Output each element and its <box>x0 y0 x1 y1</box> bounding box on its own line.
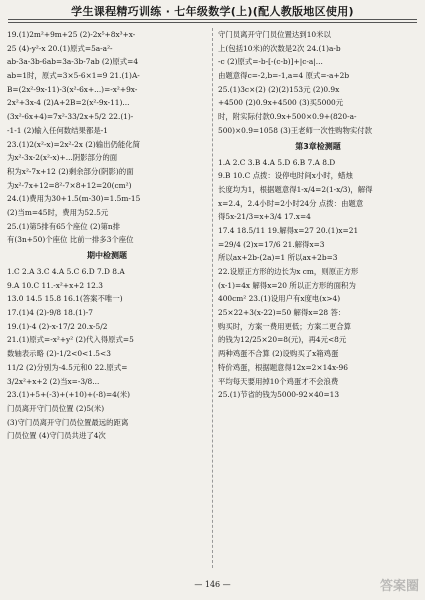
answer-line: 所以ax+2b-(2a)=1 所以ax+2b=3 <box>218 253 338 263</box>
answer-line: 为x²-3x-2(x²-x)+...阴影部分的面 <box>7 153 118 163</box>
answer-line: 由题意得c=-2,b=-1,a=4 原式=-a+2b <box>218 71 350 81</box>
page-header: 学生课程精巧训练 · 七年级数学(上)(配人教版地区使用) <box>71 5 354 18</box>
answer-line: 23.(1)+5+(-3)+(+10)+(-8)=4(米) <box>7 390 131 400</box>
answer-line: 400cm² 23.(1)设用户有x度电(x>4) <box>218 294 341 304</box>
answer-line: 25.(1)第5排有65个座位 (2)第n排 <box>7 221 121 231</box>
answer-line: ab=1时，原式=3×5-6×1=9 21.(1)A- <box>7 71 140 81</box>
answer-line: ab-3a-3b-6ab=3a-3b-7ab (2)原式=4 <box>7 57 139 67</box>
answer-line: 长度均为1，根据题意得1-x/4=2(1-x/3)，解得 <box>218 184 373 194</box>
answer-line: 平均每天要用掉10个鸡蛋才不会浪费 <box>218 376 339 386</box>
answer-line: 25.(1)3c×(2) (2)(2)153元 (2)0.9x <box>218 84 340 94</box>
answer-line: 为x²-7x+12=8²-7×8+12=20(cm²) <box>7 180 132 190</box>
section-title-midterm: 期中检测题 <box>87 251 127 260</box>
answer-line: 购买时，方案一费用更低；方案二更合算 <box>218 321 352 331</box>
answer-line: 9.A 10.C 11.-x²+x+2 12.3 <box>7 280 103 290</box>
answer-line: =29/4 (2)x=17/6 21.解得x=3 <box>218 239 325 249</box>
page-number: — 146 — <box>194 580 231 589</box>
answer-line: 11/2 (2)分别为-4.5元和0 22.原式= <box>7 362 128 372</box>
answer-line: 两种鸡蛋不合算 (2)设购买了x箱鸡蛋 <box>218 349 339 359</box>
answer-line: 时，附实际付款0.9x+500×0.9+(820-a- <box>218 112 357 122</box>
answer-line: 得5x-21/3=x+3/4 17.x=4 <box>218 212 311 222</box>
answer-line: 22.设原正方形的边长为x cm，则原正方形 <box>218 267 359 276</box>
right-column <box>218 28 418 402</box>
header-rule-thin <box>8 22 417 23</box>
answer-line: 23.(1)2(x²-x)=2x²-2x (2)输出仍能化简 <box>7 139 141 149</box>
answer-line: 特价鸡蛋，根据题意得12x=2×14x-96 <box>218 362 348 372</box>
answer-line: 门员位置 (4)守门员共进了4次 <box>7 431 106 441</box>
section-title-chapter3: 第3章检测题 <box>295 141 341 151</box>
answer-line: 3/2x²+x+2 (2)当x=-3/8... <box>7 376 100 386</box>
answer-line: (3x²-6x+4)=7x²-33/2x+5/2 22.(1)- <box>7 112 134 122</box>
answer-line: 上(包括10米)的次数是2次 24.(1)a-b <box>218 43 341 53</box>
answer-line: -c (2)原式=-b-[-(c-b)]+|c-a|... <box>218 57 323 67</box>
header-rule <box>8 19 417 20</box>
answer-line: 24.(1)费用为30+1.5(m-30)=1.5m-15 <box>7 194 141 204</box>
answer-line: 13.0 14.5 15.8 16.1(答案不唯一) <box>7 294 123 304</box>
answer-line: 500)×0.9=1058 (3)王老师一次性购物实付款 <box>218 125 373 135</box>
answer-line: 25.(1)节省的钱为5000-92×40=13 <box>218 390 340 400</box>
answer-line: 21.(1)原式=-x²+y² (2)代入得原式=5 <box>7 335 134 345</box>
watermark-logo: 答案圈 <box>379 579 419 594</box>
answer-line: x=2.4，2.4小时=2小时24分 点拨：由题意 <box>218 198 364 208</box>
answer-line: 1.C 2.A 3.C 4.A 5.C 6.D 7.D 8.A <box>7 267 125 276</box>
answer-line: B=(2x²-9x-11)-3(x²-6x+...)=-x²+9x- <box>7 84 138 94</box>
answer-line: (x-1)=4x 解得x=20 所以正方形的面积为 <box>218 280 356 290</box>
answer-line: 9.B 10.C 点拨：设停电时间x小时，蜡烛 <box>218 171 353 181</box>
answer-line: +4500 (2)0.9x+4500 (3)买5000元 <box>218 98 344 108</box>
answer-line: 25 (4)-y²-x 20.(1)原式=5a-a²- <box>7 43 113 53</box>
answer-line: 1.A 2.C 3.B 4.A 5.D 6.B 7.A 8.D <box>218 157 336 167</box>
answer-line: 17.(1)4 (2)-9/8 18.(1)-7 <box>7 308 93 318</box>
answer-line: 25×22+3(x-22)=50 解得x=28 答： <box>218 308 346 318</box>
answer-line: 17.4 18.5/11 19.解得x=27 20.(1)x=21 <box>218 225 359 235</box>
answer-line: 有(3n+50)个座位 比前一排多3个座位 <box>7 235 134 245</box>
answer-line: -1-1 (2)输入任何数结果都是-1 <box>7 125 108 135</box>
answer-line: 19.(1)2m²+9m+25 (2)-2x⁵+8x³+x- <box>7 30 136 39</box>
answer-line: 2x²+3x-4 (2)A+2B=2(x²-9x-11)... <box>7 98 130 108</box>
answer-line: 19.(1)-4 (2)-x-17/2 20.x-5/2 <box>7 321 108 331</box>
answer-line: 的钱为12/25×20=8(元)，再4元<8元 <box>218 335 347 345</box>
answer-line: (3)守门员离开守门员位置最远的距离 <box>7 417 129 427</box>
answer-line: 积为x²-7x+12 (2)剩余部分(阴影)的面 <box>7 166 134 176</box>
left-column <box>7 28 207 443</box>
answer-line: (2)当m=45时，费用为52.5元 <box>7 207 109 217</box>
answer-line: 数轴表示略 (2)-1/2<0<1.5<3 <box>7 349 111 359</box>
column-separator <box>212 28 213 568</box>
answer-line: 门员离开守门员位置 (2)5(米) <box>7 403 105 413</box>
answer-line: 守门员离开守门员位置达到10米以 <box>218 30 331 39</box>
